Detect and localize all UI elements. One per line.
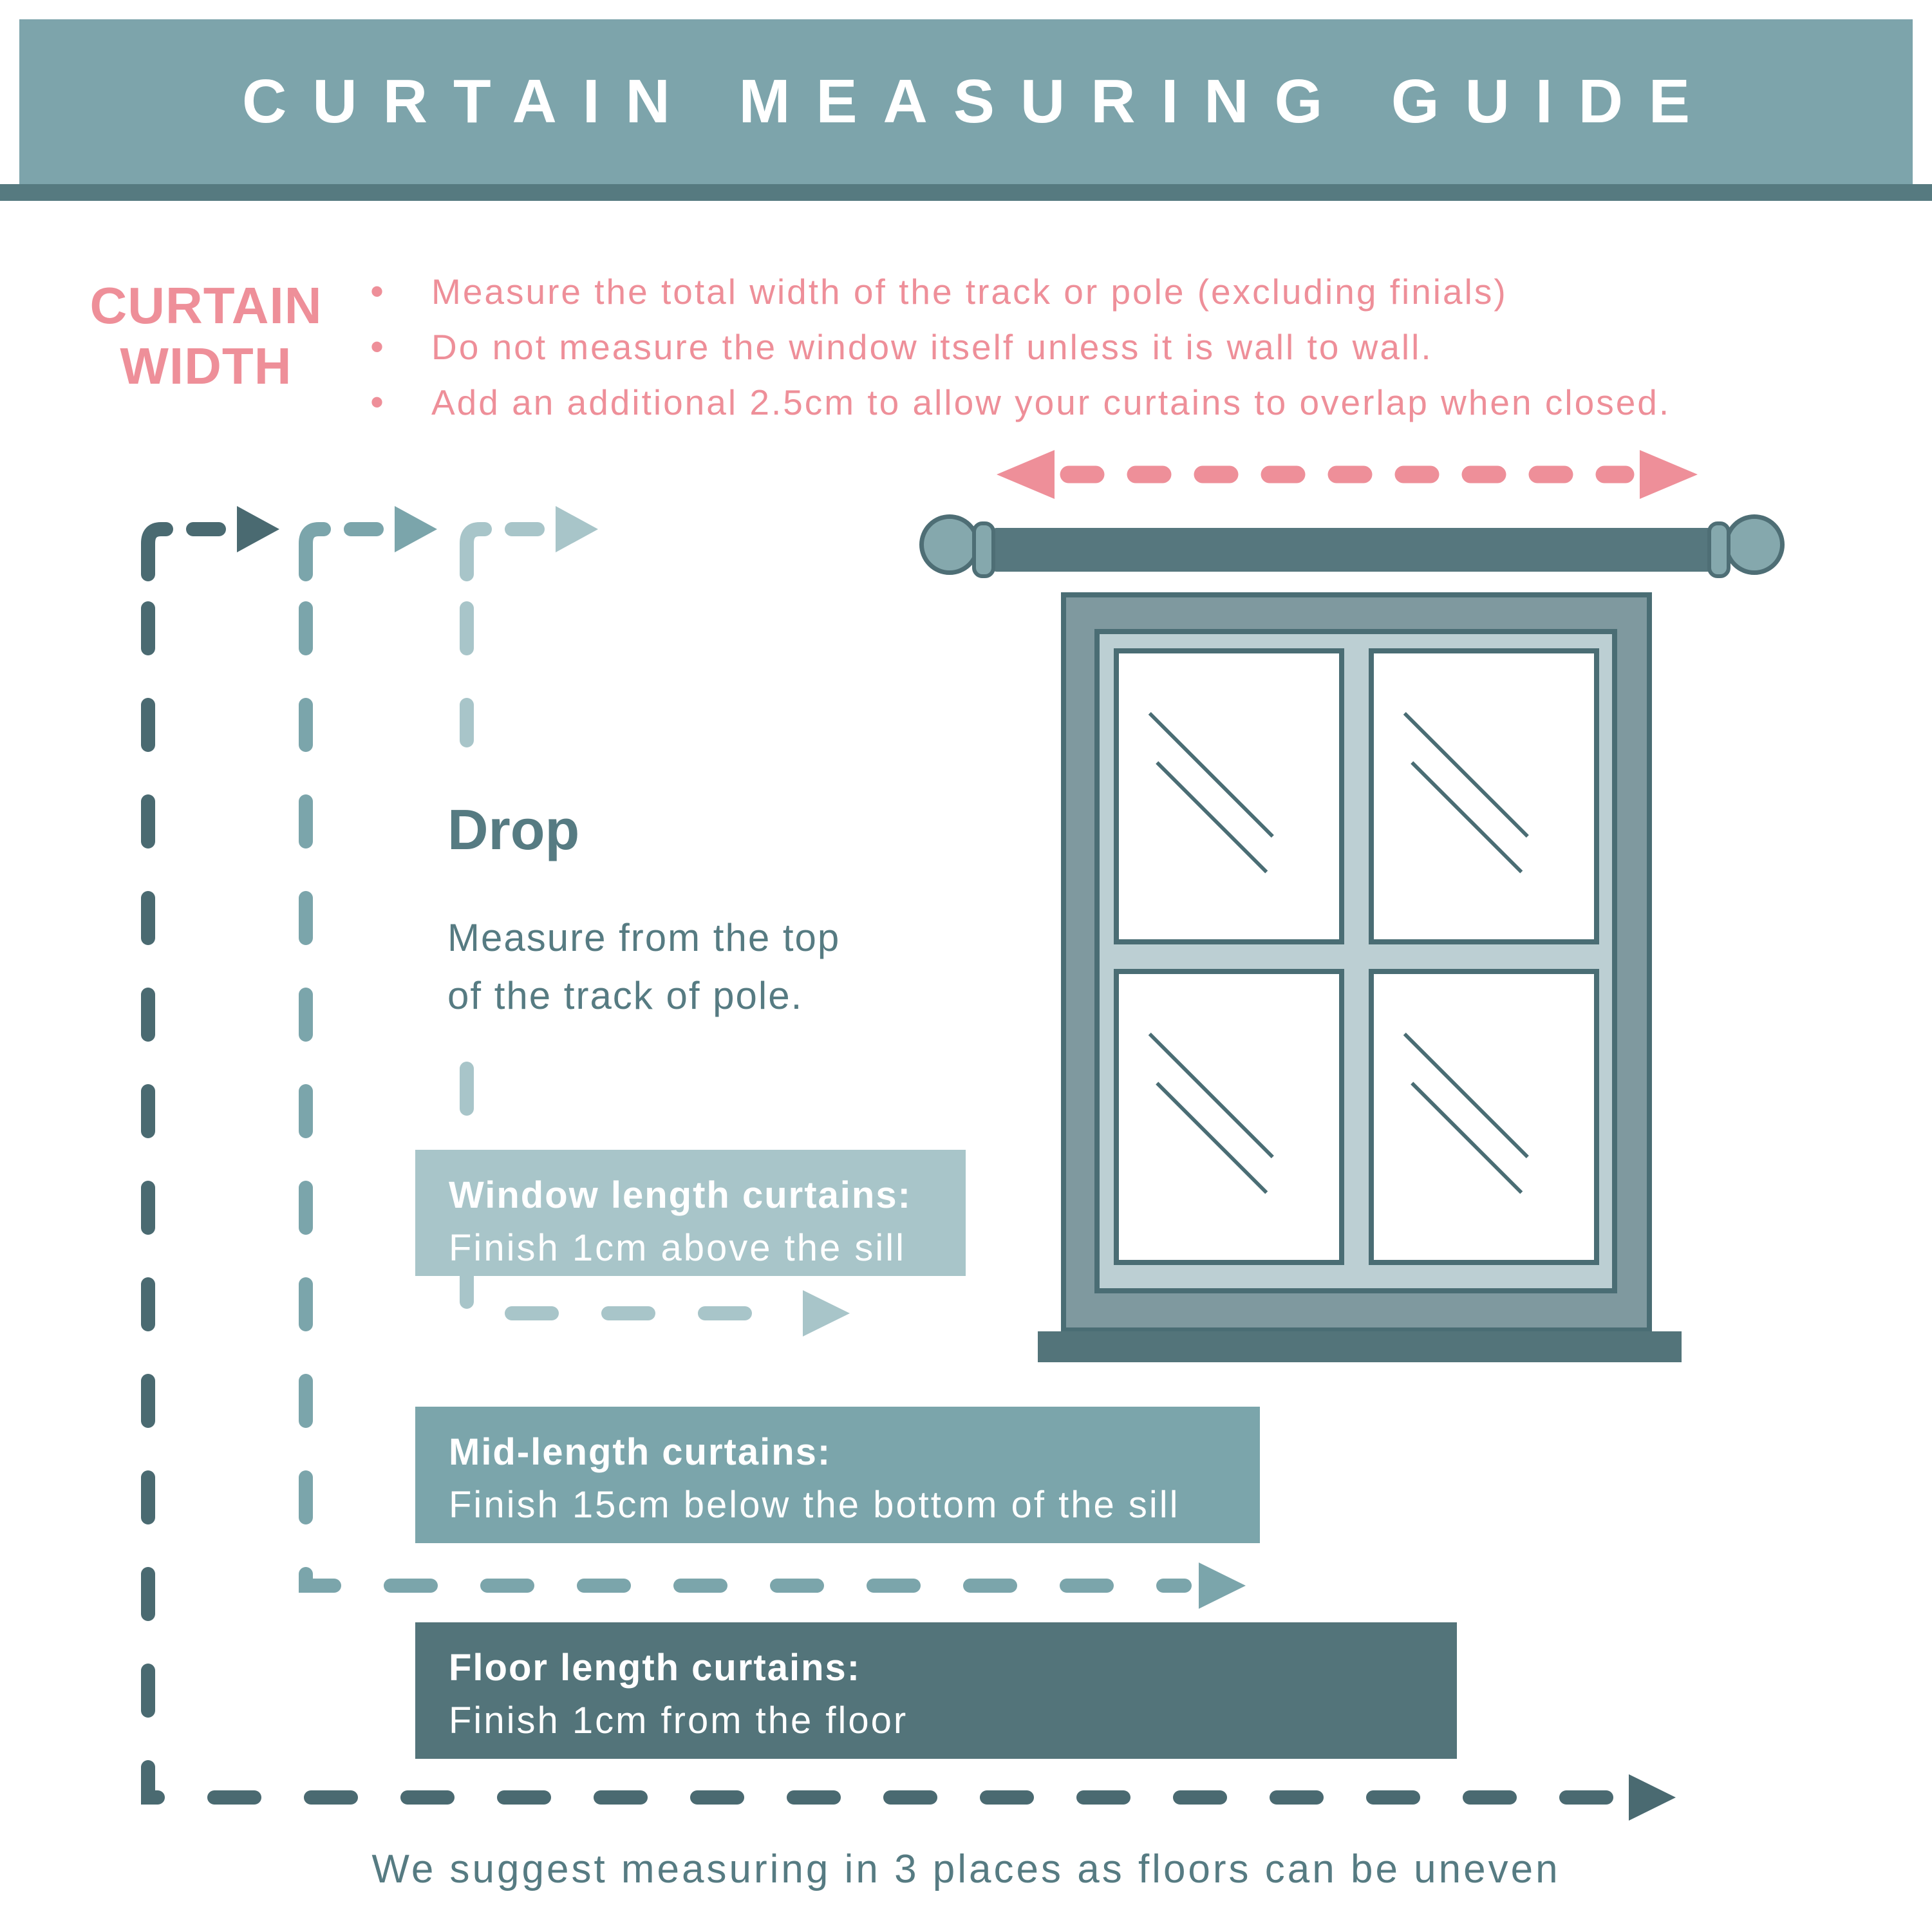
curtain-pole (991, 528, 1712, 572)
glass-glare-icon (1374, 974, 1594, 1260)
page-title: CURTAIN MEASURING GUIDE (242, 67, 1716, 136)
pole-finial-right-icon (1724, 514, 1785, 575)
drop-heading: Drop (447, 798, 580, 861)
window-pane-bottom-right (1369, 969, 1599, 1265)
mid-line-top-arrow (306, 506, 437, 574)
arrowhead-icon (1629, 1774, 1676, 1821)
window-length-desc: Finish 1cm above the sill (449, 1227, 906, 1269)
drop-description-line1: Measure from the top (447, 916, 841, 959)
arrowhead-icon (803, 1290, 850, 1336)
floor-length-label-box (415, 1622, 1457, 1759)
curtain-width-label-line2: WIDTH (120, 337, 292, 395)
arrowhead-icon (237, 506, 279, 552)
glass-glare-icon (1374, 653, 1594, 939)
arrowhead-left-icon (997, 450, 1055, 499)
floor-length-title: Floor length curtains: (449, 1647, 861, 1689)
window-pane-top-right (1369, 648, 1599, 944)
arrowhead-icon (395, 506, 437, 552)
floor-length-desc: Finish 1cm from the floor (449, 1700, 908, 1741)
pole-collar-right (1707, 521, 1730, 578)
bullet-dot-icon: • (370, 270, 384, 313)
floor-line-top-arrow (148, 506, 279, 574)
pole-finial-left-icon (919, 514, 980, 575)
window-pane-top-left (1114, 648, 1344, 944)
pole-collar-left (972, 521, 995, 578)
window-line-top-arrow (467, 506, 598, 574)
mid-length-label-box (415, 1407, 1260, 1543)
window-length-title: Window length curtains: (449, 1174, 912, 1216)
mid-length-desc: Finish 15cm below the bottom of the sill (449, 1484, 1180, 1526)
curtain-width-label-line1: CURTAIN (89, 277, 323, 334)
mid-length-title: Mid-length curtains: (449, 1431, 832, 1473)
bullet-text: Measure the total width of the track or pole (excluding finials) (431, 272, 1508, 312)
window-pane-bottom-left (1114, 969, 1344, 1265)
footer-note: We suggest measuring in 3 places as floors can be uneven (371, 1847, 1561, 1891)
window-length-label-box (415, 1150, 966, 1276)
bullet-text: Do not measure the window itself unless it is wall to wall. (431, 327, 1433, 367)
bullet-dot-icon: • (370, 380, 384, 424)
glass-glare-icon (1119, 974, 1339, 1260)
arrowhead-icon (556, 506, 598, 552)
bullet-dot-icon: • (370, 325, 384, 368)
window-sill (1038, 1331, 1682, 1362)
glass-glare-icon (1119, 653, 1339, 939)
drop-description-line2: of the track of pole. (447, 974, 803, 1017)
bullet-text: Add an additional 2.5cm to allow your curtains to overlap when closed. (431, 382, 1671, 422)
width-arrow (997, 450, 1698, 499)
arrowhead-icon (1199, 1562, 1246, 1609)
arrowhead-right-icon (1640, 450, 1698, 499)
